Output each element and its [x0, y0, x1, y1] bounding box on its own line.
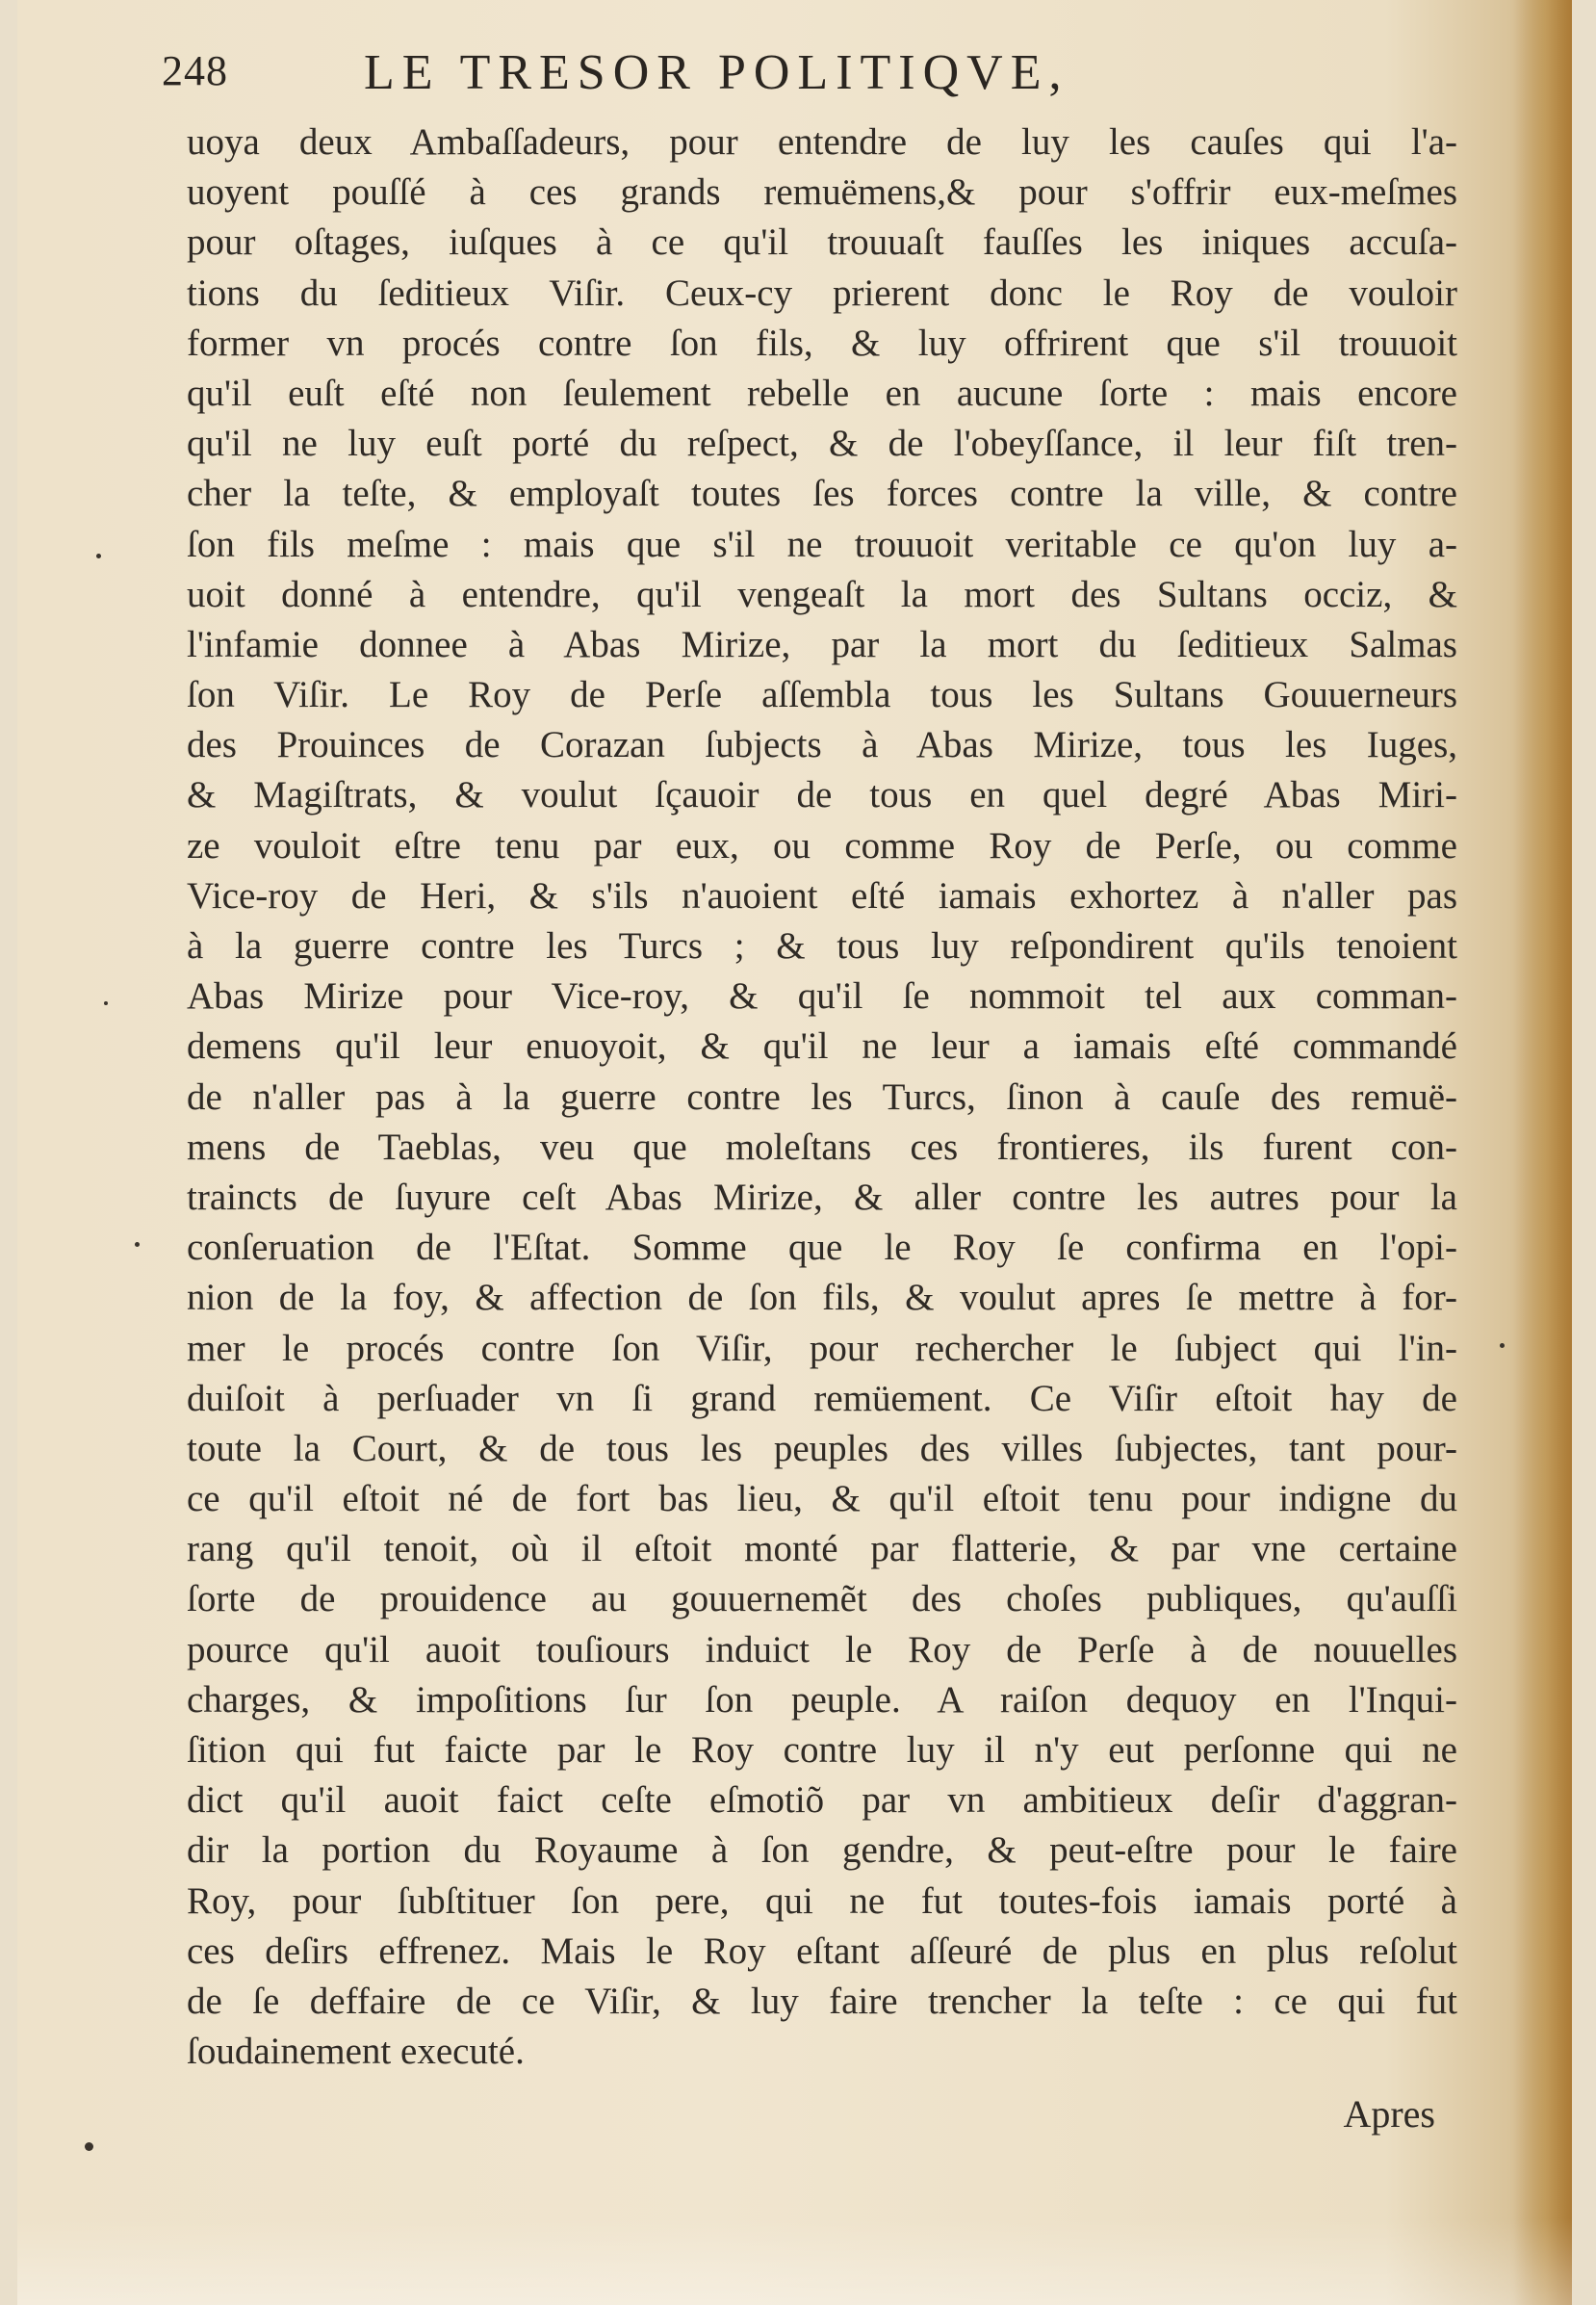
text-line: Roy, pour ſubſtituer ſon pere, qui ne fut toutes-fois iamais porté à: [187, 1879, 1457, 1922]
ink-speck: [96, 554, 101, 558]
text-line: pource qu'il auoit touſiours induict le Roy de Perſe à de nouuelles: [187, 1628, 1457, 1670]
text-line: qu'il ne luy euſt porté du reſpect, & de l'obeyſſance, il leur fiſt tren-: [187, 423, 1457, 465]
text-line: l'infamie donnee à Abas Mirize, par la mort du ſeditieux Salmas: [187, 623, 1457, 665]
body-text: [187, 117, 1457, 2077]
ink-speck: [104, 1001, 108, 1005]
text-line: toute la Court, & de tous les peuples des villes ſubjectes, tant pour-: [187, 1427, 1457, 1469]
text-line: conſeruation de l'Eſtat. Somme que le Roy ſe confirma en l'opi-: [187, 1227, 1457, 1269]
ink-speck: [1500, 1343, 1505, 1348]
text-line: traincts de ſuyure ceſt Abas Mirize, & aller contre les autres pour la: [187, 1176, 1457, 1218]
text-line: ſoudainement executé.: [187, 2031, 525, 2073]
page-number: 248: [162, 47, 228, 94]
text-line: ſon Viſir. Le Roy de Perſe aſſembla tous les Sultans Gouuerneurs: [187, 674, 1457, 716]
text-line: uoya deux Ambaſſadeurs, pour entendre de luy les cauſes qui l'a-: [187, 121, 1457, 163]
page-header: [162, 46, 1452, 123]
page-edge-shading: [1514, 0, 1572, 2305]
catchword: Apres: [1343, 2092, 1435, 2136]
running-title: LE TRESOR POLITIQVE,: [364, 45, 1069, 100]
text-line: former vn procés contre ſon fils, & luy offrirent que s'il trouuoit: [187, 322, 1457, 364]
page-bottom-fade: [17, 2218, 1572, 2305]
text-line: à la guerre contre les Turcs ; & tous luy reſpondirent qu'ils tenoient: [187, 925, 1457, 967]
text-line: ce qu'il eſtoit né de fort bas lieu, & qu'il eſtoit tenu pour indigne du: [187, 1478, 1457, 1520]
text-line: duiſoit à perſuader vn ſi grand remüement. Ce Viſir eſtoit hay de: [187, 1377, 1457, 1419]
text-line: tions du ſeditieux Viſir. Ceux-cy prierent donc le Roy de vouloir: [187, 272, 1457, 314]
text-line: de ſe deffaire de ce Viſir, & luy faire trencher la teſte : ce qui fut: [187, 1980, 1457, 2022]
text-line: demens qu'il leur enuoyoit, & qu'il ne leur a iamais eſté commandé: [187, 1025, 1457, 1068]
text-line: ces deſirs effrenez. Mais le Roy eſtant aſſeuré de plus en plus reſolut: [187, 1929, 1457, 1972]
text-line: mens de Taeblas, veu que moleſtans ces frontieres, ils furent con-: [187, 1126, 1457, 1168]
text-line: ſition qui fut faicte par le Roy contre luy il n'y eut perſonne qui ne: [187, 1729, 1457, 1771]
text-line: qu'il euſt eſté non ſeulement rebelle en aucune ſorte : mais encore: [187, 372, 1457, 414]
text-line: & Magiſtrats, & voulut ſçauoir de tous en quel degré Abas Miri-: [187, 774, 1457, 816]
text-line: nion de la foy, & affection de ſon fils, & voulut apres ſe mettre à for-: [187, 1277, 1457, 1319]
text-line: ſorte de prouidence au gouuernemẽt des choſes publiques, qu'auſſi: [187, 1578, 1457, 1620]
text-line: Abas Mirize pour Vice-roy, & qu'il ſe nommoit tel aux comman-: [187, 975, 1457, 1018]
book-page: [17, 0, 1572, 2305]
text-line: uoyent pouſſé à ces grands remuëmens,& pour s'offrir eux-meſmes: [187, 171, 1457, 214]
text-line: mer le procés contre ſon Viſir, pour rechercher le ſubject qui l'in-: [187, 1327, 1457, 1369]
text-line: dict qu'il auoit faict ceſte eſmotiõ par vn ambitieux deſir d'aggran-: [187, 1779, 1457, 1822]
text-line: Vice-roy de Heri, & s'ils n'auoient eſté iamais exhortez à n'aller pas: [187, 874, 1457, 917]
text-line: dir la portion du Royaume à ſon gendre, & peut-eſtre pour le faire: [187, 1829, 1457, 1872]
text-line: rang qu'il tenoit, où il eſtoit monté par flatterie, & par vne certaine: [187, 1528, 1457, 1570]
text-line: de n'aller pas à la guerre contre les Turcs, ſinon à cauſe des remuë-: [187, 1075, 1457, 1118]
text-line: uoit donné à entendre, qu'il vengeaſt la mort des Sultans occiz, &: [187, 573, 1457, 615]
ink-speck: [85, 2142, 93, 2151]
text-line: charges, & impoſitions ſur ſon peuple. A raiſon dequoy en l'Inqui-: [187, 1678, 1457, 1721]
text-line: cher la teſte, & employaſt toutes ſes forces contre la ville, & contre: [187, 473, 1457, 515]
text-line: ſon fils meſme : mais que s'il ne trouuoit veritable ce qu'on luy a-: [187, 523, 1457, 565]
text-line: pour oſtages, iuſques à ce qu'il trouuaſt fauſſes les iniques accuſa-: [187, 221, 1457, 264]
ink-speck: [135, 1242, 140, 1247]
text-line: des Prouinces de Corazan ſubjects à Abas Mirize, tous les Iuges,: [187, 724, 1457, 766]
text-line: ze vouloit eſtre tenu par eux, ou comme Roy de Perſe, ou comme: [187, 824, 1457, 867]
